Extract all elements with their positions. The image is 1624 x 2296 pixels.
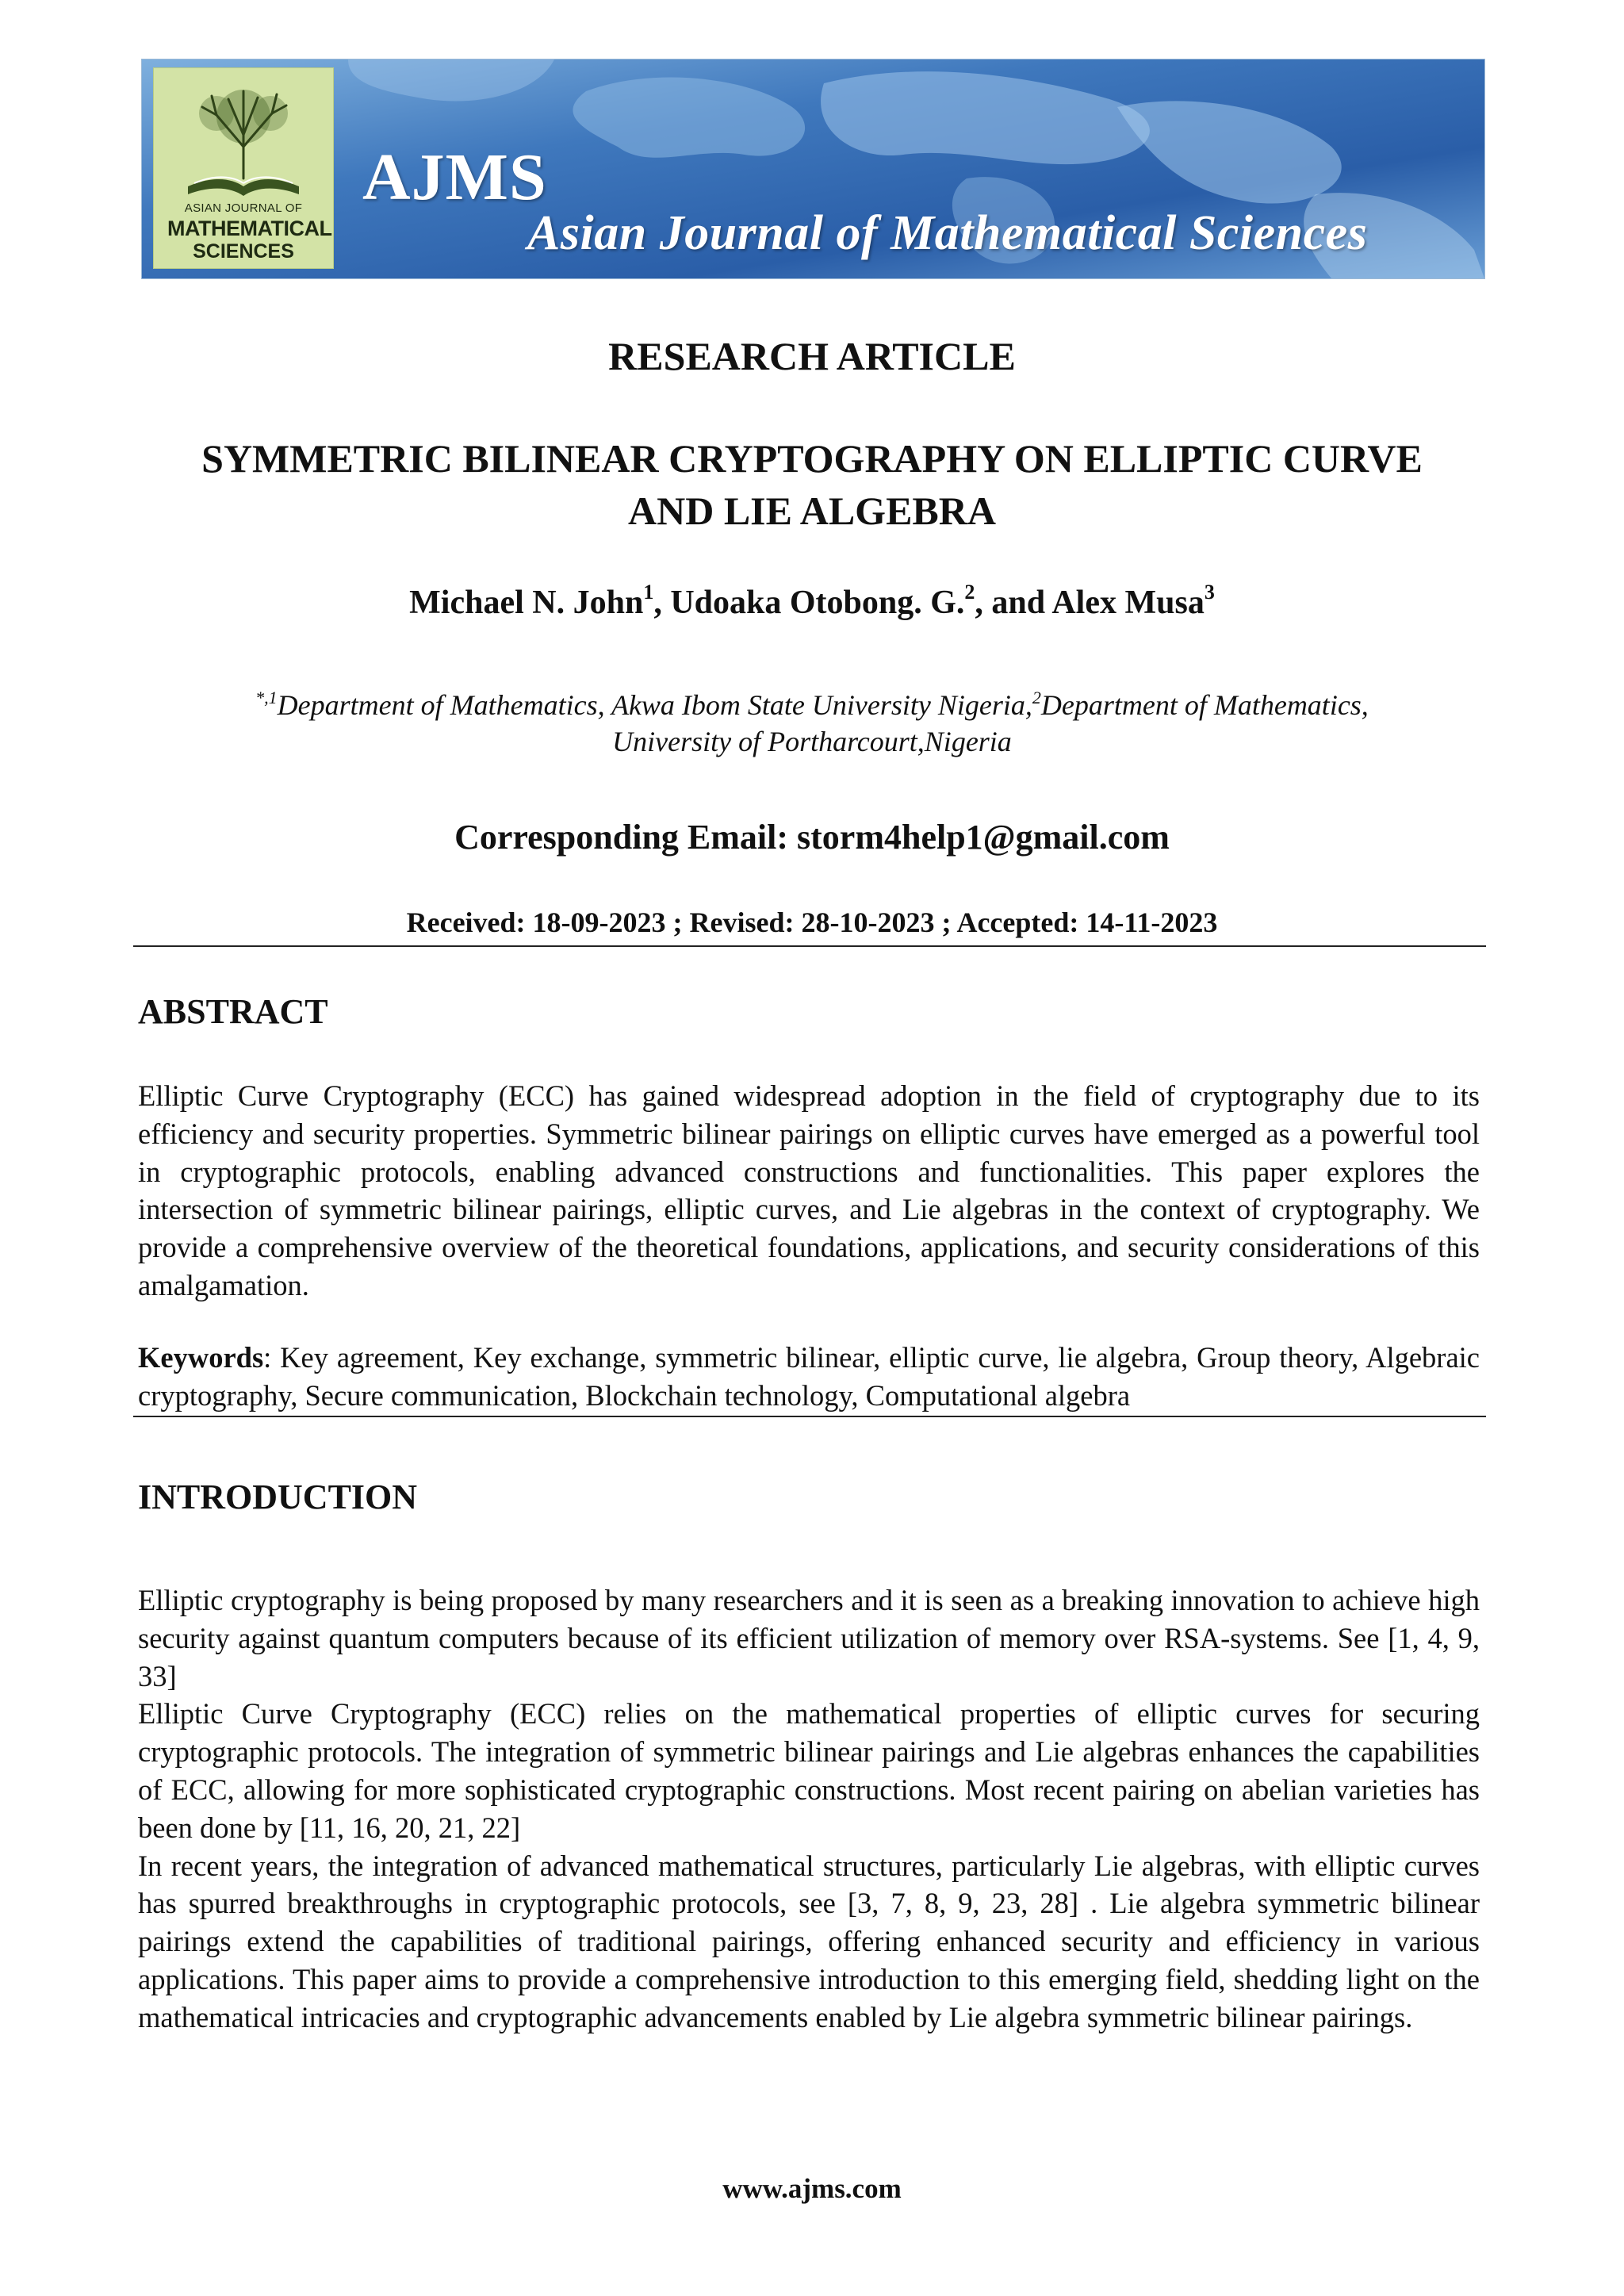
introduction-body: [138, 1581, 1480, 2037]
logo-text-line3: SCIENCES: [193, 240, 294, 263]
paper-title-line1: SYMMETRIC BILINEAR CRYPTOGRAPHY ON ELLIPTIC CURVE: [201, 436, 1423, 481]
footer-website: www.ajms.com: [722, 2173, 902, 2204]
paper-title-line2: AND LIE ALGEBRA: [628, 489, 996, 533]
affiliation-sup: *,1: [255, 688, 278, 707]
author-name: Michael N. John: [409, 585, 644, 621]
abstract-heading: ABSTRACT: [138, 992, 328, 1031]
affiliation-sup: 2: [1032, 688, 1041, 707]
affiliations: [127, 687, 1497, 760]
author-sup: 3: [1204, 581, 1215, 604]
logo-text-line2: MATHEMATICAL: [167, 217, 332, 240]
author-name: Udoaka Otobong. G.: [670, 585, 965, 621]
journal-name: Asian Journal of Mathematical Sciences: [527, 206, 1368, 260]
affiliation-dept1: Department of Mathematics, Akwa Ibom State University Nigeria,: [277, 689, 1032, 721]
divider-top: [133, 945, 1486, 947]
author-name: Alex Musa: [1051, 585, 1205, 621]
introduction-paragraph: Elliptic cryptography is being proposed by many researchers and it is seen as a breaking innovation to achieve high security against quantum computers because of its efficient utilization of memory over RSA-systems. See [1, 4, 9, 33]: [138, 1584, 1480, 1692]
divider-keywords: [133, 1416, 1486, 1417]
affiliation-dept2: Department of Mathematics,: [1040, 689, 1369, 721]
introduction-paragraph: Elliptic Curve Cryptography (ECC) relies on the mathematical properties of elliptic curves for securing cryptographic protocols. The integration of symmetric bilinear pairings and Lie algebras enhances the capabilities of ECC, allowing for more sophisticated cryptographic constructions. Most recent pairing on abelian varieties has been done by [11, 16, 20, 21, 22]: [138, 1697, 1480, 1844]
keywords-text: Key agreement, Key exchange, symmetric bilinear, elliptic curve, lie algebra, Group theory, Algebraic cryptography, Secure communication, Blockchain technology, Computational algebra: [138, 1341, 1480, 1412]
author-sup: 2: [964, 581, 975, 604]
keywords-separator: :: [263, 1341, 281, 1374]
author-separator: , and: [975, 585, 1052, 621]
paper-title: [127, 432, 1497, 537]
journal-banner: [141, 59, 1485, 279]
author-list: [127, 581, 1497, 622]
article-type: RESEARCH ARTICLE: [608, 334, 1016, 378]
journal-logo: [153, 67, 334, 269]
corresponding-email: Corresponding Email: storm4help1@gmail.com: [454, 818, 1170, 857]
author-sup: 1: [643, 581, 654, 604]
introduction-heading: INTRODUCTION: [138, 1478, 418, 1516]
affiliation-line1: [127, 687, 1497, 723]
introduction-paragraph: In recent years, the integration of advanced mathematical structures, particularly Lie algebras, with elliptic curves has spurred breakthroughs in cryptographic protocols, see [3, 7, 8, 9, 23, 28] . Lie algebra symmetric bilinear pairings extend the capabilities of traditional pairings, offering enhanced security and efficiency in various applications. This paper aims to provide a comprehensive introduction to this emerging field, shedding light on the mathematical intricacies and cryptographic advancements enabled by Lie algebra symmetric bilinear pairings.: [138, 1849, 1480, 2033]
keywords: [138, 1339, 1480, 1415]
journal-abbreviation: AJMS: [362, 140, 547, 214]
abstract-text: Elliptic Curve Cryptography (ECC) has gained widespread adoption in the field of cryptography due to its efficiency and security properties. Symmetric bilinear pairings on elliptic curves have emerged as a powerful tool in cryptographic protocols, enabling advanced constructions and functionalities. This paper explores the intersection of symmetric bilinear pairings, elliptic curves, and Lie algebras in the context of cryptography. We provide a comprehensive overview of the theoretical foundations, applications, and security considerations of this amalgamation.: [138, 1079, 1480, 1301]
logo-text-line1: ASIAN JOURNAL OF: [184, 201, 303, 215]
keywords-label: Keywords: [138, 1341, 264, 1374]
submission-dates: Received: 18-09-2023 ; Revised: 28-10-2023 ; Accepted: 14-11-2023: [406, 907, 1218, 938]
author-separator: ,: [653, 585, 671, 621]
affiliation-line2: University of Portharcourt,Nigeria: [612, 726, 1012, 757]
